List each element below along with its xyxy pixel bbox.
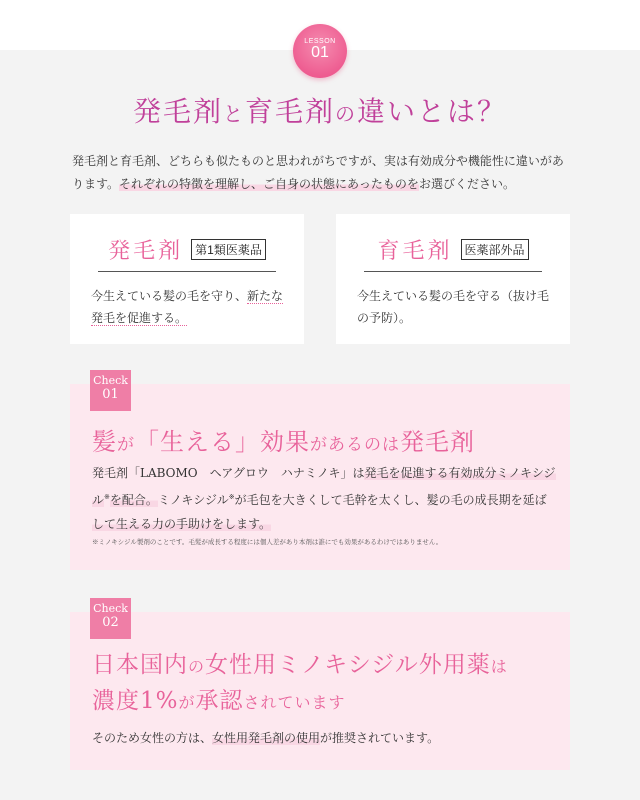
check-01-body-part-7: ※: [228, 493, 235, 501]
card-divider: [364, 271, 542, 272]
card-name: 育毛剤: [377, 239, 453, 264]
check-01-title-part-1: 髪: [92, 428, 117, 456]
card-desc-part-2: 新たな: [247, 289, 284, 303]
card-desc-part-1: 今生えている髪の毛を守る（抜け毛: [357, 289, 550, 303]
check-01-title-part-4: があるのは: [310, 435, 400, 455]
check-02-body-part-1: そのため女性の方は、: [92, 731, 213, 745]
intro-line-1: 発毛剤と育毛剤、どちらも似たものと思われがちですが、実は有効成分や機能性に違いがあ: [72, 154, 564, 168]
check-02-body: [92, 727, 562, 749]
title-ikumozai: 育毛剤: [244, 95, 335, 128]
check-01-title: [92, 422, 475, 457]
intro-line-2c: お選びください。: [418, 177, 515, 191]
card-name: 発毛剤: [108, 239, 184, 264]
category-tag: 医薬部外品: [461, 239, 529, 260]
lesson-number: 01: [311, 44, 329, 61]
card-desc-part-2: の予防）。: [357, 311, 412, 325]
check-01-body-part-8: が毛包を大きくして毛幹を太くし、: [234, 493, 427, 507]
card-divider: [98, 271, 276, 272]
check-02-tag: [90, 598, 131, 639]
check-01-title-part-2: が: [117, 435, 135, 455]
check-01-body-part-4: ※: [104, 493, 110, 501]
check-02-title-part-8: されています: [243, 693, 346, 712]
card-desc-part-1: 今生えている髪の毛を守り、: [91, 289, 248, 303]
check-01-body-part-10: して生える力の手助けをします。: [92, 517, 272, 531]
check-01-body-part-2: 発毛を促進する有効成分ミノキシジ: [364, 466, 556, 480]
check-02-title: [92, 648, 562, 720]
card-ikumozai: [336, 214, 570, 344]
card-desc-part-3: 発毛を促進する。: [91, 311, 188, 325]
check-02-body-part-3: が推奨されています。: [320, 731, 440, 745]
card-description: [91, 285, 287, 329]
lesson-badge: [293, 24, 347, 78]
intro-line-2a: ります。: [72, 177, 120, 191]
check-02-title-part-5: 濃度1%: [92, 688, 179, 714]
check-02-title-part-3: 女性用ミノキシジル外用薬: [205, 652, 491, 678]
check-01-body-part-5: を配合。: [109, 493, 158, 507]
category-tag: 第1類医薬品: [191, 239, 266, 260]
title-chigai: 違いとは？: [357, 95, 508, 128]
check-01-body: [92, 461, 562, 536]
check-number: 01: [102, 387, 119, 402]
footnote: ※ミノキシジル製剤のことです。毛髪が成長する程度には個人差があり本剤は誰にでも効果があるわけではありません。: [92, 538, 443, 546]
lesson-label: LESSON: [304, 38, 336, 45]
intro-highlight: それぞれの特徴を理解し、ご自身の状態にあったものを: [119, 177, 419, 191]
check-01-body-part-1: 発毛剤「LABOMO ヘアグロウ ハナミノキ」は: [92, 466, 365, 480]
check-01-title-part-5: 発毛剤: [400, 428, 475, 456]
check-02-body-part-2: 女性用発毛剤の使用: [212, 731, 321, 745]
title-particle-no: の: [335, 102, 357, 126]
title-particle-to: と: [222, 102, 245, 126]
title-hatsumozai: 発毛剤: [132, 95, 223, 128]
check-02-title-part-2: の: [188, 657, 206, 676]
check-02-title-part-6: が: [178, 693, 196, 712]
check-01-tag: [90, 370, 131, 411]
intro-text: [72, 150, 572, 196]
check-label: Check: [93, 374, 128, 387]
card-hatsumozai: [70, 214, 304, 344]
page-title: [0, 90, 640, 130]
check-02-title-part-7: 承認: [195, 688, 244, 714]
card-title: [70, 234, 304, 265]
check-number: 02: [102, 615, 119, 630]
check-01-body-part-6: ミノキシジル: [157, 493, 229, 507]
check-01-body-part-3: ル: [92, 493, 105, 507]
check-01-body-part-9: 髪の毛の成長期を延ば: [426, 493, 547, 507]
check-label: Check: [93, 602, 128, 615]
check-01-title-part-3: 「生える」効果: [135, 428, 310, 456]
card-title: [336, 234, 570, 265]
card-description: [357, 285, 553, 329]
check-02-title-part-1: 日本国内: [92, 652, 188, 678]
check-02-title-part-4: は: [490, 657, 508, 676]
